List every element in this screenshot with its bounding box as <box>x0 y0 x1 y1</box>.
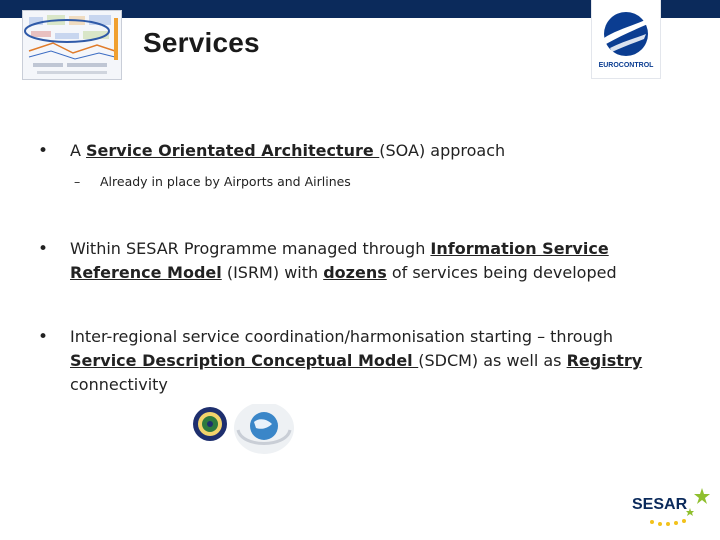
text-run-emphasis: Information Service Reference Model <box>70 239 609 282</box>
text-run-emphasis: dozens <box>323 263 387 282</box>
bullet-marker: • <box>38 327 49 347</box>
text-run: connectivity <box>70 375 168 394</box>
sub-bullet-dash: – <box>74 174 81 189</box>
sesar-logo <box>632 486 712 530</box>
bullet-marker: • <box>38 141 49 161</box>
bullet-text-2 <box>70 237 630 285</box>
bullet-text-3 <box>70 325 650 397</box>
text-run: A <box>70 141 87 160</box>
bullet-text-1 <box>70 139 670 163</box>
text-run-emphasis: Registry <box>566 351 643 370</box>
logo-wordmark: EUROCONTROL <box>598 62 654 69</box>
page-title: Services <box>143 27 260 58</box>
text-run: (ISRM) with <box>221 263 324 282</box>
text-run: (SDCM) as well as <box>418 351 567 370</box>
sub-bullet-1 <box>74 174 351 189</box>
text-run-emphasis: Service Orientated Architecture <box>86 141 380 160</box>
text-run: (SOA) approach <box>379 141 506 160</box>
icao-globe-icon <box>234 404 294 454</box>
sesar-wordmark: SESAR <box>632 496 688 513</box>
partner-logos <box>192 404 302 462</box>
text-run-emphasis: Service Description Conceptual Model <box>70 351 419 370</box>
text-run: Inter-regional service coordination/harmonisation starting – through <box>70 327 614 346</box>
sesar-star-icon <box>632 486 712 530</box>
text-run: of services being developed <box>386 263 617 282</box>
faa-seal-icon <box>193 407 227 441</box>
sub-bullet-text: Already in place by Airports and Airlines <box>100 174 351 189</box>
text-run: Within SESAR Programme managed through <box>70 239 431 258</box>
bullet-marker: • <box>38 239 49 259</box>
